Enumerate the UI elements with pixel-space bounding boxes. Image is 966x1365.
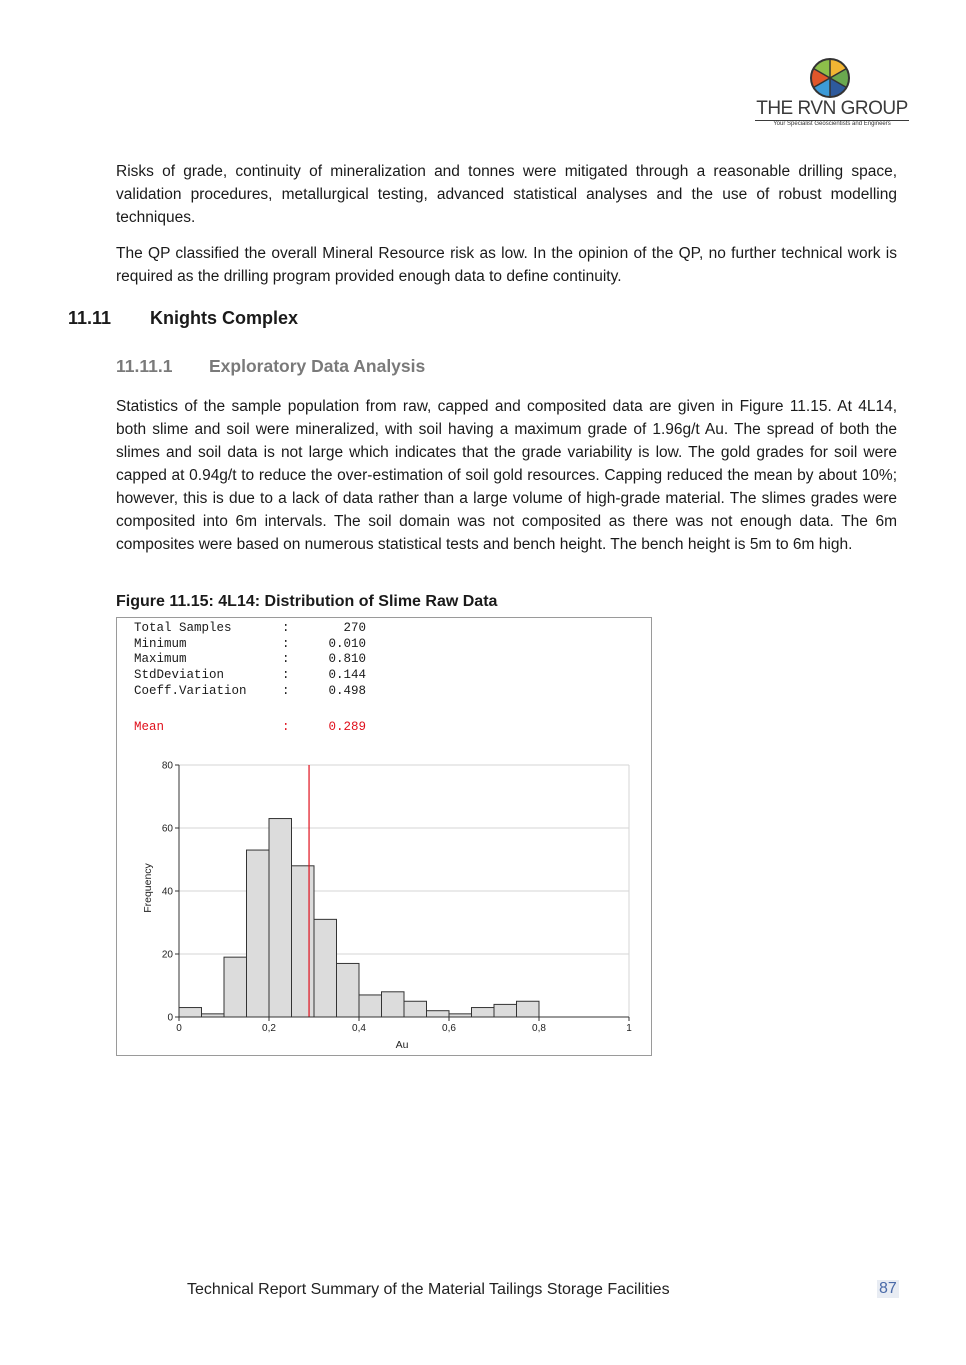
histogram-bar [337, 963, 360, 1017]
stat-colon: : [282, 720, 290, 735]
section-heading [68, 308, 298, 329]
stat-value: 0.010 [328, 636, 366, 651]
subsection-number: 11.11.1 [116, 356, 173, 376]
company-logo [753, 58, 911, 132]
x-tick-label: 0,6 [442, 1023, 456, 1034]
histogram-bar [427, 1011, 450, 1017]
y-tick-label: 40 [161, 886, 173, 898]
x-tick-label: 0,4 [352, 1023, 366, 1034]
stat-label: Mean [134, 720, 165, 735]
paragraph-risks: Risks of grade, continuity of mineralization and tonnes were mitigated through a reasonable drilling space, validation procedures, metallurgical testing, advanced statistical analyses and the use of robust modelling techniques. [116, 163, 897, 226]
histogram-bar [292, 866, 315, 1017]
stat-value: 0.289 [328, 720, 366, 735]
stat-value: 0.810 [328, 652, 366, 667]
histogram-chart [117, 618, 653, 1057]
histogram-bar [404, 1001, 427, 1017]
logo-text: THE RVN GROUP [756, 98, 908, 119]
histogram-bar [269, 819, 292, 1017]
y-axis-label: Frequency [142, 863, 154, 913]
x-tick-label: 1 [626, 1023, 632, 1034]
paragraph-statistics: Statistics of the sample population from raw, capped and composited data are given in Figure 11.15. At 4L14, both slime and soil were mineralized, with soil having a maximum grade of 1.96g/t Au. The spread of both the slimes and soil data is not large which indicates that the grade variability is low. The gold grades for soil were capped at 0.94g/t to reduce the over-estimation of soil gold resources. Capping reduced the mean by about 10%; however, this is due to a lack of data rather than a large volume of high-grade material. The slimes grades were composited into 6m intervals. The soil domain was not composited as there was not enough data. The 6m composites were based on numerous statistical tests and bench height. The bench height is 5m to 6m high. [116, 398, 897, 553]
stat-label: Total Samples [134, 621, 232, 635]
paragraph-classification: The QP classified the overall Mineral Resource risk as low. In the opinion of the QP, no further technical work is required as the drilling program provided enough data to define continuity. [116, 245, 897, 285]
histogram-bar [494, 1004, 517, 1017]
x-tick-label: 0 [176, 1023, 182, 1034]
stat-label: Minimum [134, 636, 187, 651]
histogram-bar [247, 850, 270, 1017]
stat-label: Coeff.Variation [134, 683, 247, 698]
histogram-figure [116, 617, 652, 1056]
histogram-bar [179, 1008, 202, 1017]
y-tick-label: 20 [161, 949, 173, 961]
stat-value: 270 [343, 621, 366, 635]
subsection-heading [116, 356, 425, 377]
stat-colon: : [282, 621, 290, 635]
stat-label: StdDeviation [134, 668, 225, 683]
logo-wheel-icon [810, 58, 850, 98]
footer-title: Technical Report Summary of the Material Tailings Storage Facilities [187, 1281, 670, 1298]
subsection-title: Exploratory Data Analysis [209, 356, 426, 376]
histogram-bar [472, 1008, 495, 1017]
histogram-bar [517, 1001, 540, 1017]
logo-tagline: Your Specialist Geoscientists and Engineers [773, 121, 891, 127]
section-title: Knights Complex [150, 308, 299, 328]
x-tick-label: 0,8 [532, 1023, 546, 1034]
histogram-bar [224, 957, 247, 1017]
y-tick-label: 80 [161, 760, 173, 772]
x-axis-label: Au [395, 1039, 409, 1051]
stat-colon: : [282, 683, 290, 698]
histogram-bar [314, 919, 337, 1017]
stat-colon: : [282, 652, 290, 667]
y-tick-label: 0 [167, 1012, 173, 1024]
stat-colon: : [282, 668, 290, 683]
x-tick-label: 0,2 [262, 1023, 276, 1034]
page-number: 87 [879, 1280, 897, 1297]
stat-value: 0.498 [328, 683, 366, 698]
stat-colon: : [282, 636, 290, 651]
histogram-bar [359, 995, 382, 1017]
stat-value: 0.144 [328, 668, 366, 683]
y-tick-label: 60 [161, 823, 173, 835]
histogram-bar [382, 992, 405, 1017]
figure-caption: Figure 11.15: 4L14: Distribution of Slime Raw Data [116, 593, 498, 610]
section-number: 11.11 [68, 308, 112, 328]
stat-label: Maximum [134, 652, 187, 667]
